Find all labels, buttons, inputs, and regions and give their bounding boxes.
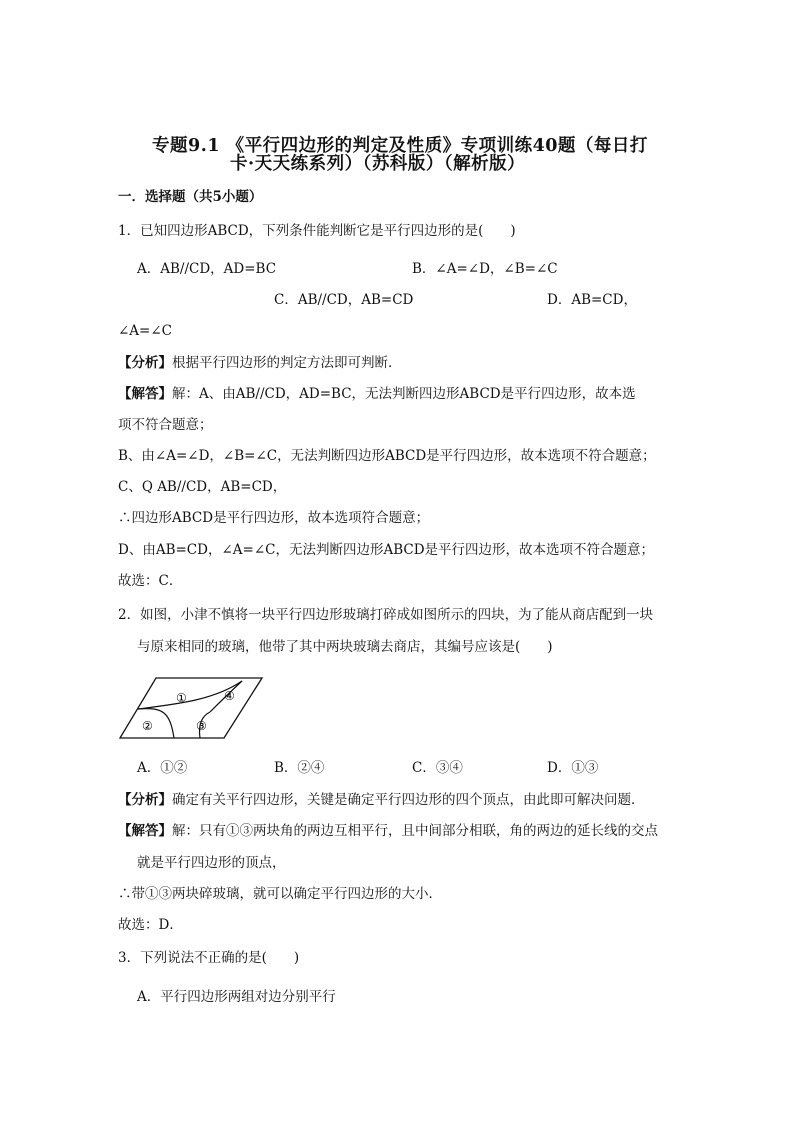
q2-answer-line-3: ∴带①③两块碎玻璃，就可以确定平行四边形的大小．: [118, 886, 442, 902]
q1-stem: 1．已知四边形ABCD，下列条件能判断它是平行四边形的是( ): [118, 223, 516, 239]
analysis-text: 确定有关平行四边形，关键是确定平行四边形的四个顶点，由此即可解决问题．: [172, 792, 645, 808]
q1-answer-line-5: ∴四边形ABCD是平行四边形，故本选项符合题意；: [118, 510, 430, 526]
q2-option-d: D．①③: [547, 760, 599, 776]
piece-label-1: ①: [176, 691, 187, 705]
q1-answer-line-3: B、由∠A=∠D，∠B=∠C，无法判断四边形ABCD是平行四边形，故本选项不符合题意；: [118, 448, 656, 464]
q2-option-c: C．③④: [412, 760, 463, 776]
document-title-line-2: 卡·天天练系列）（苏科版）（解析版）: [230, 154, 526, 174]
q1-choice: 故选：C．: [118, 573, 183, 589]
q2-stem-line-2: 与原来相同的玻璃，他带了其中两块玻璃去商店，其编号应该是( ): [137, 639, 553, 655]
q1-answer-line-6: D、由AB=CD，∠A=∠C，无法判断四边形ABCD是平行四边形，故本选项不符合题意；: [118, 542, 655, 558]
answer-tag: 【解答】: [118, 823, 172, 839]
analysis-tag: 【分析】: [118, 355, 172, 371]
analysis-tag: 【分析】: [118, 792, 172, 808]
broken-parallelogram-figure: [118, 676, 266, 740]
q2-answer-line-1: [118, 821, 658, 841]
q1-answer-line-2: 项不符合题意；: [118, 417, 213, 433]
section-heading: 一．选择题（共5小题）: [118, 189, 263, 205]
answer-text: 解：A、由AB//CD，AD=BC，无法判断四边形ABCD是平行四边形，故本选: [172, 386, 636, 402]
answer-tag: 【解答】: [118, 386, 172, 402]
piece-label-2: ②: [142, 719, 153, 733]
analysis-text: 根据平行四边形的判定方法即可判断．: [172, 355, 402, 371]
answer-text: 解：只有①③两块角的两边互相平行，且中间部分相联，角的两边的延长线的交点: [172, 823, 658, 839]
q3-option-a: A．平行四边形两组对边分别平行: [137, 989, 336, 1005]
q1-answer-line-4: C、Q AB//CD，AB=CD，: [118, 479, 287, 495]
q1-option-c: C．AB//CD，AB=CD: [274, 292, 414, 308]
document-title-line-1: 专题9.1 《平行四边形的判定及性质》专项训练40题（每日打: [152, 136, 648, 156]
q1-answer-line-1: [118, 384, 636, 404]
q2-choice: 故选：D．: [118, 917, 183, 933]
q1-option-d: D．AB=CD，: [547, 292, 637, 308]
q2-analysis: [118, 790, 645, 810]
q2-option-a: A．①②: [137, 760, 188, 776]
q1-analysis: [118, 353, 402, 373]
piece-label-4: ④: [224, 689, 235, 703]
q3-stem: 3．下列说法不正确的是( ): [118, 950, 300, 966]
q1-option-b: B．∠A=∠D，∠B=∠C: [412, 261, 558, 277]
q2-option-b: B．②④: [274, 760, 325, 776]
q2-stem-line-1: 2．如图，小津不慎将一块平行四边形玻璃打碎成如图所示的四块，为了能从商店配到一块: [118, 607, 654, 623]
q1-option-a: A．AB//CD，AD=BC: [137, 261, 277, 277]
q1-option-d-continued: ∠A=∠C: [118, 323, 173, 339]
piece-label-3: ③: [196, 719, 207, 733]
q2-answer-line-2: 就是平行四边形的顶点，: [137, 855, 286, 871]
